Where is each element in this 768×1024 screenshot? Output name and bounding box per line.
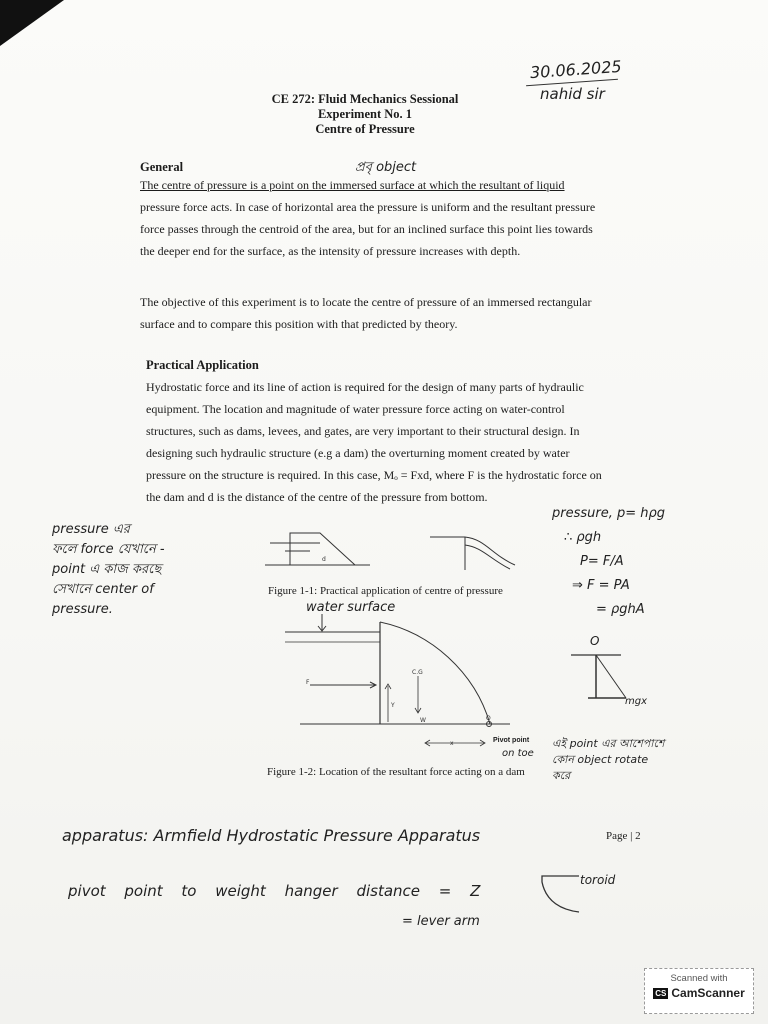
general-paragraph (140, 174, 630, 262)
pivot-distance-note: pivot point to weight hanger distance = Z (68, 882, 481, 900)
general-line-1: The centre of pressure is a point on the immersed surface at which the resultant of liquid (140, 178, 565, 192)
practical-line-3: structures, such as dams, levees, and gates, are very important to their structural design. In (146, 424, 580, 438)
figure-1-2-drawing (280, 612, 520, 747)
left-margin-note (52, 520, 165, 620)
o-label: O (486, 715, 491, 722)
scan-shadow-corner (0, 0, 64, 46)
camscanner-watermark (644, 968, 754, 1014)
camscanner-name: CamScanner (671, 986, 745, 1000)
left-note-line: pressure. (52, 602, 113, 617)
left-note-line: ফলে force যেখানে - (52, 542, 165, 557)
left-note-line: সেখানে center of (52, 582, 154, 597)
practical-line-2: equipment. The location and magnitude of water pressure force acting on water-control (146, 402, 565, 416)
toroid-label: toroid (580, 873, 616, 887)
general-line-3: force passes through the centroid of the area, but for an inclined surface this point lies towards (140, 222, 593, 236)
formula-line: ∴ ρgh (564, 530, 602, 545)
page-header (200, 92, 530, 137)
practical-line-4: designing such hydraulic structure (e.g a dam) the overturning moment created by water (146, 446, 570, 460)
force-label: F (306, 679, 310, 686)
experiment-title: Centre of Pressure (315, 122, 415, 136)
pivot-note-line: কোন object rotate (552, 753, 649, 766)
objective-line-2: surface and to compare this position with that predicted by theory. (140, 317, 458, 331)
figure-1-2-caption: Figure 1-2: Location of the resultant force acting on a dam (267, 766, 525, 778)
scanned-with-text: Scanned with (670, 973, 728, 984)
left-note-line: point এ কাজ করছে (52, 562, 162, 577)
apparatus-note: apparatus: Armfield Hydrostatic Pressure Apparatus (62, 826, 481, 845)
pivot-note-line: করে (552, 769, 571, 782)
formula-line: P= F/A (580, 554, 624, 569)
water-surface-label: water surface (306, 600, 396, 615)
formula-line: ⇒ F = PA (572, 578, 630, 593)
general-heading: General (140, 160, 184, 174)
toroid-sketch (534, 872, 584, 917)
right-formula-note (552, 502, 665, 622)
formula-line: = ρghA (596, 602, 645, 617)
experiment-number: Experiment No. 1 (317, 107, 413, 121)
general-line-4: the deeper end for the surface, as the intensity of pressure increases with depth. (140, 244, 521, 258)
pivot-note (552, 736, 664, 784)
course-title: CE 272: Fluid Mechanics Sessional (271, 92, 459, 106)
practical-line-6: the dam and d is the distance of the centre of the pressure from bottom. (146, 490, 488, 504)
practical-paragraph (146, 376, 626, 508)
handwritten-object-note: প্রবৃ object (355, 160, 417, 175)
practical-heading: Practical Application (146, 358, 259, 372)
mgx-label: mgx (625, 696, 648, 707)
practical-line-5: pressure on the structure is required. In this case, Mₒ = Fxd, where F is the hydrostatic force on (146, 468, 602, 482)
pivot-note-line: এই point এর আশেপাশে (552, 737, 665, 750)
handwritten-date: 30.06.2025 (529, 56, 623, 83)
objective-line-1: The objective of this experiment is to locate the centre of pressure of an immersed rectangular (140, 295, 592, 309)
w-label: W (420, 717, 426, 724)
fig1-d-label: d (322, 556, 326, 563)
figure-1-1-caption: Figure 1-1: Practical application of centre of pressure (268, 585, 503, 597)
handwritten-teacher: nahid sir (540, 85, 605, 103)
objective-paragraph (140, 291, 630, 335)
cg-label: C.G (412, 669, 423, 676)
general-line-2: pressure force acts. In case of horizontal area the pressure is uniform and the resultant pressure (140, 200, 596, 214)
x-label: x (450, 740, 454, 747)
practical-line-1: Hydrostatic force and its line of action is required for the design of many parts of hydraulic (146, 380, 584, 394)
camscanner-brand (645, 986, 753, 1000)
formula-line: pressure, p= hρg (552, 506, 666, 521)
page-number: Page | 2 (606, 830, 641, 842)
sketch-o-label: O (590, 634, 600, 648)
on-toe-note: on toe (502, 748, 534, 759)
figure-1-1-drawing (260, 525, 520, 580)
lever-arm-note: = lever arm (402, 914, 480, 929)
pivot-point-label: Pivot point (493, 737, 530, 744)
camscanner-logo-icon: CS (655, 989, 667, 999)
left-note-line: pressure এর (52, 522, 130, 537)
y-label: Y (391, 702, 395, 709)
